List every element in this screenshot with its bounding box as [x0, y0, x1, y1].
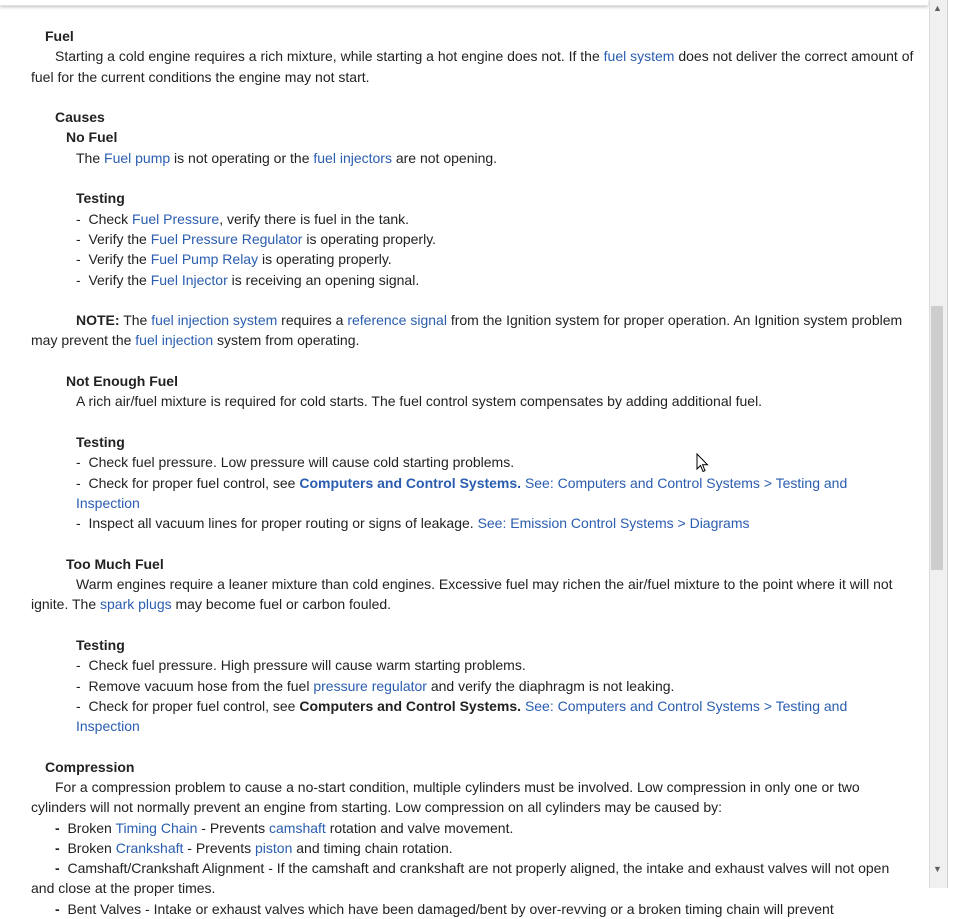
- bullet-dash: -: [76, 697, 81, 714]
- bullet-dash: -: [55, 900, 60, 917]
- mouse-cursor-icon: [696, 453, 710, 473]
- list-item: [31, 655, 914, 675]
- text-span: Inspect all vacuum lines for proper routing or signs of leakage.: [88, 515, 478, 532]
- text-span: Check fuel pressure. High pressure will cause warm starting problems.: [88, 657, 526, 674]
- section-title-fuel: Fuel: [45, 28, 74, 44]
- link-fuel-injectors[interactable]: fuel injectors: [313, 149, 392, 166]
- text-span: and timing chain rotation.: [292, 839, 453, 856]
- fuel-intro: [31, 46, 914, 87]
- link-timing-chain[interactable]: Timing Chain: [115, 819, 198, 836]
- list-item: [31, 209, 914, 229]
- bullet-dash: -: [76, 515, 81, 532]
- link-reference-signal[interactable]: reference signal: [347, 312, 447, 329]
- text-span: may become fuel or carbon fouled.: [171, 596, 392, 613]
- scroll-up-icon[interactable]: ▲: [933, 3, 942, 13]
- scroll-down-icon[interactable]: ▼: [933, 864, 942, 874]
- too-much-fuel-desc: [31, 574, 914, 615]
- compression-intro: For a compression problem to cause a no-start condition, multiple cylinders must be involved. Low compression in only one or two cylinders will not normally prevent an engine from starting. Low compression on all cylinders may be caused by:: [31, 778, 860, 816]
- text-span: The: [76, 149, 105, 166]
- link-fuel-injection[interactable]: fuel injection: [135, 332, 214, 349]
- text-span: Camshaft/Crankshaft Alignment - If the camshaft and crankshaft are not properly aligned, the intake and exhaust valves will not open and close at the proper times.: [31, 860, 890, 897]
- bullet-dash: -: [55, 860, 60, 877]
- list-item: [31, 249, 914, 269]
- link-spark-plugs[interactable]: spark plugs: [100, 596, 172, 613]
- link-fuel-pressure-regulator[interactable]: Fuel Pressure Regulator: [150, 230, 303, 247]
- link-fuel-pressure[interactable]: Fuel Pressure: [132, 210, 220, 227]
- text-span: system from operating.: [213, 332, 360, 349]
- text-span: Check fuel pressure. Low pressure will cause cold starting problems.: [88, 454, 515, 471]
- bullet-dash: -: [76, 230, 81, 247]
- scrollbar-thumb[interactable]: [931, 306, 943, 570]
- text-span: are not opening.: [391, 149, 498, 166]
- text-span: - Prevents: [183, 839, 255, 856]
- text-span: and verify the diaphragm is not leaking.: [426, 677, 675, 694]
- list-item: [31, 270, 914, 290]
- link-crankshaft[interactable]: Crankshaft: [115, 839, 184, 856]
- note-paragraph: [31, 310, 914, 351]
- text-span: The: [119, 312, 152, 329]
- text-span: from the Ignition system for proper operation. An Ignition system problem may prevent the: [31, 312, 903, 349]
- list-item: [31, 473, 914, 514]
- computers-and-control-systems-label: Computers and Control Systems.: [299, 697, 522, 714]
- list-item: [31, 818, 914, 838]
- not-enough-testing-title: Testing: [76, 433, 125, 450]
- link-camshaft[interactable]: camshaft: [269, 819, 326, 836]
- link-piston[interactable]: piston: [255, 839, 293, 856]
- text-span: Bent Valves - Intake or exhaust valves which have been damaged/bent by over-revving or a broken timing chain will prevent: [67, 900, 834, 917]
- bullet-dash: -: [76, 677, 81, 694]
- list-item: [31, 838, 914, 858]
- note-label: NOTE:: [76, 312, 120, 329]
- text-span: - Prevents: [197, 819, 270, 836]
- no-fuel-desc: [31, 148, 914, 168]
- text-span: does not deliver the correct amount of fuel for the current conditions the engine may not start.: [31, 48, 914, 85]
- text-span: Check for proper fuel control, see: [88, 697, 300, 714]
- text-span: is operating properly.: [302, 230, 437, 247]
- window-edge: [947, 0, 953, 888]
- list-item: [31, 858, 914, 899]
- bullet-dash: -: [76, 454, 81, 471]
- text-span: Broken: [67, 839, 116, 856]
- link-pressure-regulator[interactable]: pressure regulator: [313, 677, 427, 694]
- link-see-emission-diagrams[interactable]: See: Emission Control Systems > Diagrams: [477, 515, 750, 532]
- link-fuel-pump[interactable]: Fuel pump: [104, 149, 171, 166]
- bullet-dash: -: [55, 819, 60, 836]
- article-content: [31, 26, 914, 919]
- link-fuel-pump-relay[interactable]: Fuel Pump Relay: [150, 251, 259, 268]
- bullet-dash: -: [76, 657, 81, 674]
- no-fuel-testing-title: Testing: [76, 190, 125, 207]
- bullet-dash: -: [76, 210, 81, 227]
- text-span: rotation and valve movement.: [325, 819, 514, 836]
- not-enough-fuel-title: Not Enough Fuel: [66, 373, 178, 390]
- no-fuel-title: No Fuel: [66, 129, 118, 146]
- text-span: Check: [88, 210, 133, 227]
- list-item: [31, 229, 914, 249]
- bullet-dash: -: [76, 271, 81, 288]
- text-span: Warm engines require a leaner mixture than cold engines. Excessive fuel may richen the air/fuel mixture to the point where it will not ignite. The: [31, 576, 893, 613]
- text-span: Starting a cold engine requires a rich mixture, while starting a hot engine does not. If the: [55, 48, 604, 65]
- list-item: [31, 696, 914, 737]
- text-span: , verify there is fuel in the tank.: [219, 210, 410, 227]
- too-much-testing-title: Testing: [76, 636, 125, 653]
- link-see-computers-testing-inspection[interactable]: See: Computers and Control Systems > Testing and Inspection: [76, 697, 848, 735]
- link-computers-and-control-systems[interactable]: Computers and Control Systems.: [299, 474, 522, 491]
- bullet-dash: -: [55, 839, 60, 856]
- bullet-dash: -: [76, 474, 81, 491]
- text-span: Remove vacuum hose from the fuel: [88, 677, 314, 694]
- text-span: is receiving an opening signal.: [227, 271, 420, 288]
- text-span: Verify the: [88, 251, 151, 268]
- text-span: Verify the: [88, 271, 151, 288]
- text-span: is operating properly.: [258, 251, 392, 268]
- text-span: is not operating or the: [170, 149, 314, 166]
- list-item: [31, 452, 914, 472]
- too-much-fuel-title: Too Much Fuel: [66, 555, 164, 572]
- not-enough-fuel-desc: A rich air/fuel mixture is required for cold starts. The fuel control system compensates by adding additional fuel.: [76, 393, 763, 410]
- list-item: [31, 899, 914, 919]
- previous-section-edge: [0, 0, 928, 6]
- text-span: Verify the: [88, 230, 151, 247]
- bullet-dash: -: [76, 251, 81, 268]
- list-item: [31, 513, 914, 533]
- text-span: Check for proper fuel control, see: [88, 474, 300, 491]
- text-span: Broken: [67, 819, 116, 836]
- text-span: requires a: [277, 312, 348, 329]
- link-fuel-injector[interactable]: Fuel Injector: [150, 271, 228, 288]
- list-item: [31, 676, 914, 696]
- link-fuel-injection-system[interactable]: fuel injection system: [151, 312, 278, 329]
- section-title-compression: Compression: [45, 758, 135, 775]
- causes-title: Causes: [55, 109, 105, 126]
- link-see-computers-testing-inspection[interactable]: See: Computers and Control Systems > Testing and Inspection: [76, 474, 848, 511]
- link-fuel-system[interactable]: fuel system: [603, 48, 675, 65]
